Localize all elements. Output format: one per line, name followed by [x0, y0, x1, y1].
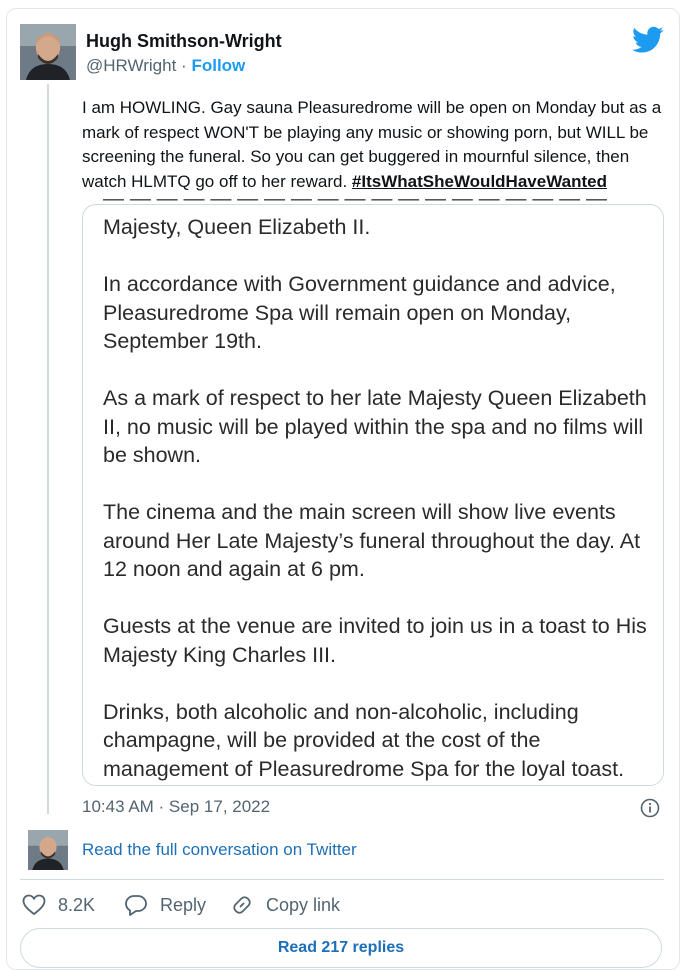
divider: [20, 879, 664, 880]
media-cropped-line: — — — — — — — — — — — — — — — — — — —: [103, 187, 608, 210]
follow-button[interactable]: Follow: [191, 56, 246, 75]
like-button[interactable]: [22, 893, 95, 917]
media-paragraph: Drinks, both alcoholic and non-alcoholic, including champagne, will be provided at the cost of the management of Pleasuredrome Spa for the loyal toast.: [103, 699, 625, 781]
tweet-media-image[interactable]: [82, 187, 664, 786]
thread-line: [47, 84, 49, 814]
conversation-avatar[interactable]: [28, 830, 68, 870]
copy-link-button[interactable]: [230, 893, 340, 917]
twitter-bird-icon[interactable]: [632, 26, 664, 54]
reply-button[interactable]: [124, 893, 206, 917]
link-icon: [230, 893, 254, 917]
media-paragraph: As a mark of respect to her late Majesty Queen Elizabeth II, no music will be played within the spa and no films will be shown.: [103, 386, 647, 467]
like-count: 8.2K: [58, 894, 96, 915]
handle-separator: ·: [181, 56, 187, 75]
speech-bubble-icon: [124, 894, 148, 916]
media-statement-text: [103, 213, 648, 812]
author-name[interactable]: Hugh Smithson-Wright: [86, 31, 282, 51]
avatar-photo: [20, 24, 76, 80]
tweet-body: I am HOWLING. Gay sauna Pleasuredrome will be open on Monday but as a mark of respect WON'T be playing any music or showing porn, but WILL be screening the funeral. So you can get buggered in mournful silence, then watch HLMTQ go off to her reward.: [82, 98, 662, 191]
author-handle[interactable]: @HRWright: [86, 56, 177, 75]
avatar-photo: [28, 830, 68, 870]
tweet-timestamp[interactable]: 10:43 AM · Sep 17, 2022: [82, 797, 271, 816]
reply-label: Reply: [160, 894, 207, 915]
read-full-conversation-link[interactable]: Read the full conversation on Twitter: [82, 840, 357, 859]
media-paragraph: In accordance with Government guidance and advice, Pleasuredrome Spa will remain open on Monday, September 19th.: [103, 272, 616, 353]
read-replies-button[interactable]: Read 217 replies: [20, 928, 662, 968]
tweet-text: [82, 96, 672, 194]
hashtag-link[interactable]: #ItsWhatSheWouldHaveWanted: [351, 171, 607, 191]
author-handle-row: [86, 56, 245, 76]
info-icon[interactable]: [640, 798, 660, 818]
copy-link-label: Copy link: [266, 894, 341, 915]
author-avatar[interactable]: [20, 24, 76, 80]
media-paragraph: Guests at the venue are invited to join us in a toast to His Majesty King Charles III.: [103, 614, 647, 667]
heart-icon: [22, 894, 46, 916]
media-paragraph: The cinema and the main screen will show live events around Her Late Majesty’s funeral throughout the day. At 12 noon and again at 6 pm.: [103, 500, 641, 581]
media-paragraph: Majesty, Queen Elizabeth II.: [103, 215, 371, 239]
